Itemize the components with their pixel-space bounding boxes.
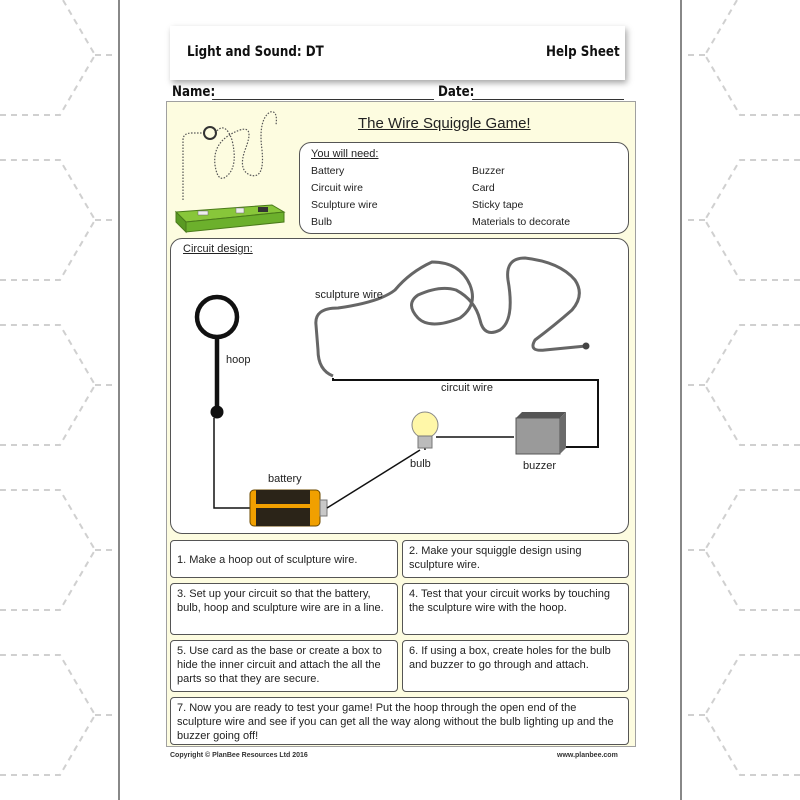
worksheet-title: Light and Sound: DT bbox=[187, 44, 324, 60]
step-1: 1. Make a hoop out of sculpture wire. bbox=[170, 540, 398, 578]
materials-heading: You will need: bbox=[311, 148, 379, 160]
step-2: 2. Make your squiggle design using sculpture wire. bbox=[402, 540, 629, 578]
label-buzzer: buzzer bbox=[523, 460, 557, 472]
circuit-design-heading: Circuit design: bbox=[183, 243, 253, 255]
label-bulb: bulb bbox=[410, 458, 431, 470]
hoop bbox=[197, 297, 237, 337]
material-item: Sticky tape bbox=[472, 199, 524, 211]
help-sheet-label: Help Sheet bbox=[546, 44, 620, 60]
sculpture-wire bbox=[316, 258, 586, 376]
step-3: 3. Set up your circuit so that the battery, bulb, hoop and sculpture wire are in a line. bbox=[170, 583, 398, 635]
label-hoop: hoop bbox=[226, 354, 251, 366]
battery-icon bbox=[250, 490, 327, 526]
name-label: Name: bbox=[172, 84, 216, 100]
label-battery: battery bbox=[268, 473, 302, 485]
step-5: 5. Use card as the base or create a box to hide the inner circuit and attach the all the parts so that they are secure. bbox=[170, 640, 398, 692]
material-item: Buzzer bbox=[472, 165, 505, 177]
game-title: The Wire Squiggle Game! bbox=[358, 115, 531, 132]
step-6: 6. If using a box, create holes for the bulb and buzzer to go through and attach. bbox=[402, 640, 629, 692]
website-url: www.planbee.com bbox=[557, 752, 618, 759]
copyright-text: Copyright © PlanBee Resources Ltd 2016 bbox=[170, 752, 308, 759]
label-circuit-wire: circuit wire bbox=[441, 382, 493, 394]
label-sculpture-wire: sculpture wire bbox=[315, 289, 383, 301]
material-item: Bulb bbox=[311, 216, 333, 228]
material-item: Circuit wire bbox=[311, 182, 363, 194]
step-7: 7. Now you are ready to test your game! Put the hoop through the open end of the sculpture wire and see if you can get all the way along without the bulb lighting up and the buzzer going off! bbox=[170, 697, 629, 745]
buzzer-icon bbox=[516, 412, 566, 454]
step-4: 4. Test that your circuit works by touching the sculpture wire with the hoop. bbox=[402, 583, 629, 635]
material-item: Card bbox=[472, 182, 495, 194]
material-item: Sculpture wire bbox=[311, 199, 378, 211]
bulb-icon bbox=[412, 412, 438, 448]
date-label: Date: bbox=[438, 84, 475, 100]
material-item: Materials to decorate bbox=[472, 216, 571, 228]
material-item: Battery bbox=[311, 165, 345, 177]
